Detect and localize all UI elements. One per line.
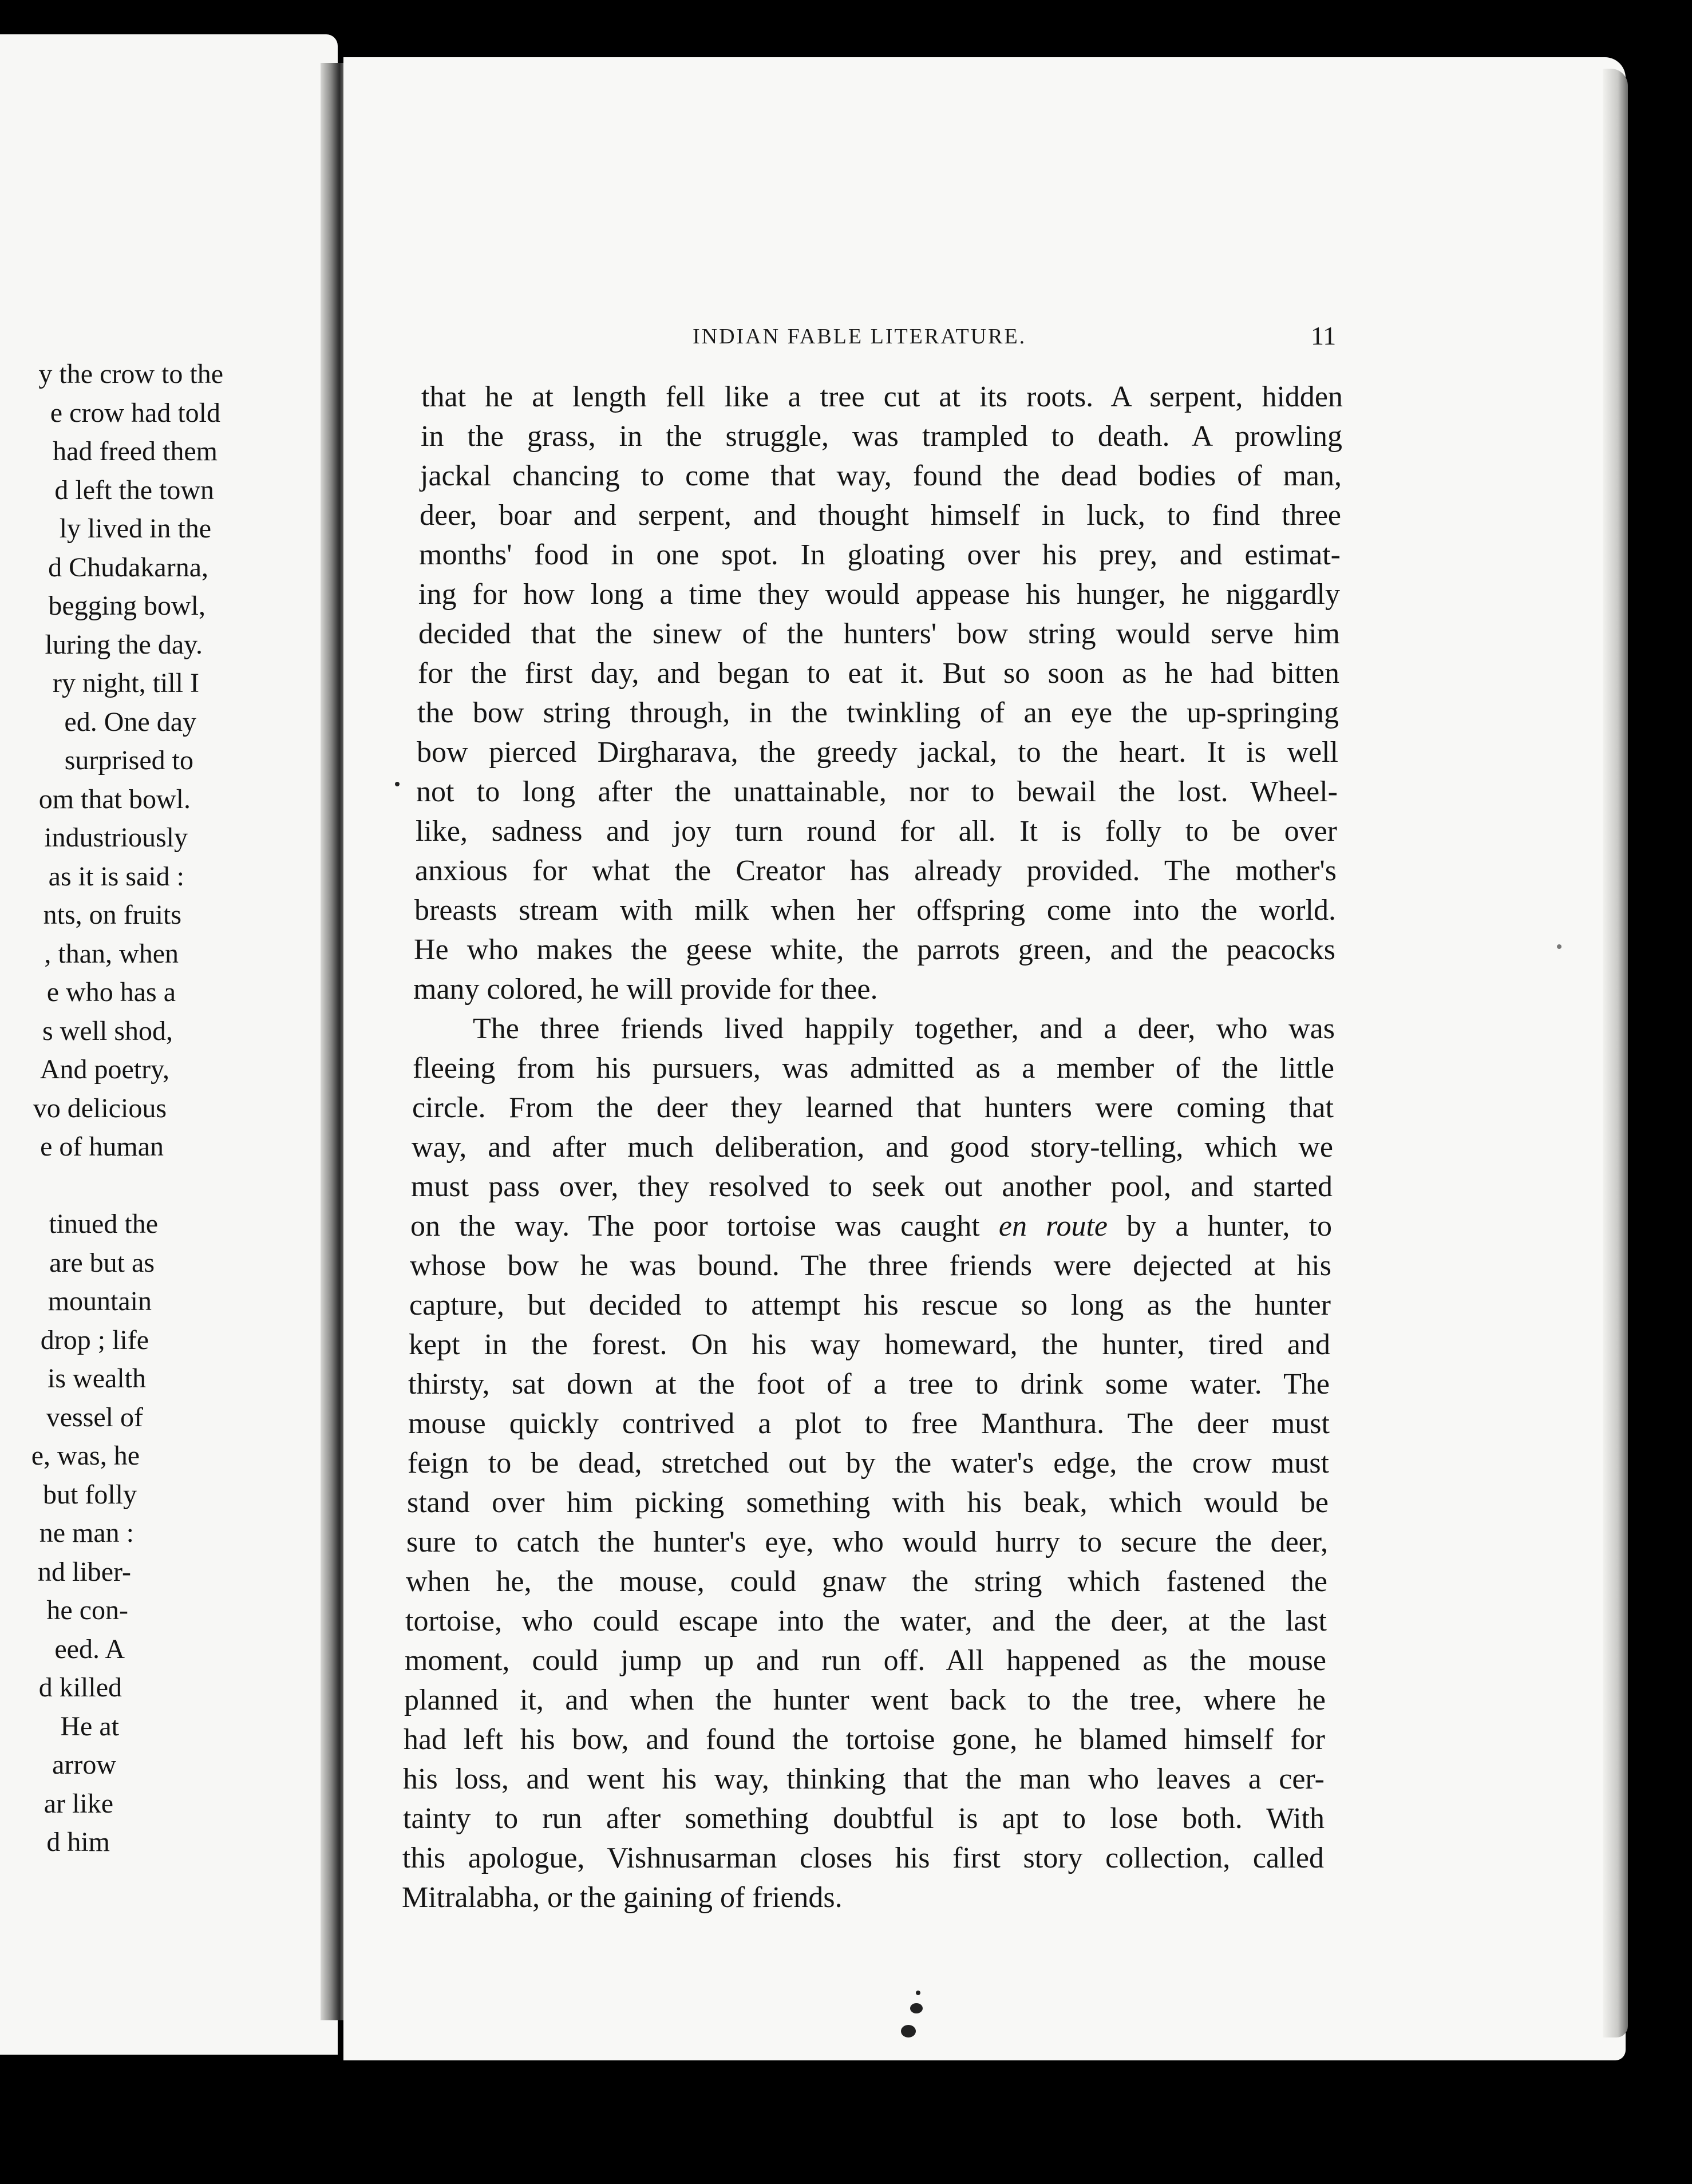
text-line: tortoise, who could escape into the water, and the deer, at the last: [405, 1605, 1327, 1637]
text-line: deer, boar and serpent, and thought himself in luck, to find three: [420, 499, 1341, 532]
left-page-line: ed. One day: [64, 706, 196, 737]
left-page-line: e crow had told: [50, 397, 220, 428]
text-line: this apologue, Vishnusarman closes his first story collection, called: [402, 1842, 1324, 1874]
text-line: had left his bow, and found the tortoise gone, he blamed himself for: [404, 1723, 1325, 1756]
text-line: thirsty, sat down at the foot of a tree to drink some water. The: [408, 1368, 1330, 1400]
left-page-line: ly lived in the: [59, 513, 211, 544]
left-page-line: d him: [46, 1827, 110, 1857]
text-line: tainty to run after something doubtful is apt to lose both. With: [403, 1802, 1325, 1835]
page-number: 11: [1311, 321, 1337, 350]
text-line: when he, the mouse, could gnaw the string which fastened the: [406, 1565, 1327, 1598]
left-page-line: arrow: [52, 1750, 116, 1780]
left-page-line: eed. A: [54, 1633, 125, 1664]
left-page-line: e, was, he: [31, 1441, 140, 1471]
left-page-line: tinued the: [49, 1209, 158, 1239]
text-line: The three friends lived happily together, and a deer, who was: [473, 1012, 1335, 1045]
text-line: like, sadness and joy turn round for all. It is folly to be over: [416, 815, 1337, 848]
left-page-line: are but as: [49, 1247, 155, 1278]
text-line: in the grass, in the struggle, was trampled to death. A prowling: [421, 420, 1342, 453]
text-line: sure to catch the hunter's eye, who would hurry to secure the deer,: [406, 1526, 1328, 1558]
text-line: months' food in one spot. In gloating over his prey, and estimat-: [419, 539, 1341, 571]
left-page-line: He at: [60, 1711, 119, 1742]
left-page-line: vessel of: [46, 1402, 143, 1433]
text-line: planned it, and when the hunter went back to the tree, where he: [404, 1684, 1326, 1716]
text-line: the bow string through, in the twinkling of an eye the up-springing: [417, 697, 1339, 729]
text-line: feign to be dead, stretched out by the water's edge, the crow must: [408, 1447, 1329, 1479]
left-page-line: drop ; life: [40, 1324, 149, 1355]
left-page-line: e who has a: [46, 977, 176, 1007]
text-line: for the first day, and began to eat it. But so soon as he had bitten: [418, 657, 1339, 690]
left-page-line: e of human: [40, 1131, 164, 1162]
text-line: He who makes the geese white, the parrots green, and the peacocks: [414, 933, 1335, 966]
ink-speck: [1557, 944, 1561, 949]
left-page-line: as it is said :: [48, 861, 184, 892]
text-line: decided that the sinew of the hunters' bow string would serve him: [418, 618, 1340, 650]
left-page-line: nd liber-: [38, 1556, 131, 1587]
text-line: kept in the forest. On his way homeward, the hunter, tired and: [409, 1328, 1330, 1361]
running-title: INDIAN FABLE LITERATURE.: [693, 325, 1027, 349]
left-page-line: y the crow to the: [38, 359, 223, 389]
left-page-line: ne man :: [39, 1518, 134, 1548]
page-edge: [1603, 69, 1628, 2037]
left-page-line: but folly: [43, 1479, 137, 1510]
text-line: must pass over, they resolved to seek out another pool, and started: [411, 1170, 1333, 1203]
text-line: circle. From the deer they learned that hunters were coming that: [412, 1091, 1334, 1124]
left-page-line: s well shod,: [42, 1015, 173, 1046]
left-page-line: he con-: [46, 1595, 128, 1625]
left-page-line: industriously: [44, 822, 188, 853]
text-line: that he at length fell like a tree cut at its roots. A serpent, hidden: [421, 381, 1343, 413]
text-line: whose bow he was bound. The three friends were dejected at his: [410, 1249, 1331, 1282]
ink-speck: [901, 2025, 916, 2037]
left-page-line: begging bowl,: [48, 591, 205, 621]
text-line: fleeing from his pursuers, was admitted as a member of the little: [413, 1052, 1334, 1085]
text-line: anxious for what the Creator has already provided. The mother's: [415, 854, 1337, 887]
text-line: not to long after the unattainable, nor to bewail the lost. Wheel-: [416, 776, 1338, 808]
left-page-line: surprised to: [64, 745, 193, 776]
left-page-line: om that bowl.: [38, 784, 191, 814]
text-line: moment, could jump up and run off. All happened as the mouse: [405, 1644, 1326, 1677]
text-line: ing for how long a time they would appease his hunger, he niggardly: [418, 578, 1340, 611]
left-page: [0, 34, 338, 2055]
ink-speck: [916, 1991, 920, 1995]
left-page-line: ar like: [44, 1788, 113, 1819]
left-page-line: ry night, till I: [53, 668, 199, 698]
left-page-line: luring the day.: [45, 629, 203, 660]
text-line: Mitralabha, or the gaining of friends.: [402, 1881, 843, 1914]
left-page-line: d Chudakarna,: [48, 552, 208, 583]
text-line: many colored, he will provide for thee.: [413, 973, 878, 1006]
ink-speck: [395, 782, 400, 786]
text-line: stand over him picking something with his beak, which would be: [407, 1486, 1329, 1519]
text-line: breasts stream with milk when her offspring come into the world.: [414, 894, 1336, 927]
left-page-line: d left the town: [54, 474, 214, 505]
left-page-line: d killed: [38, 1672, 122, 1703]
text-line: his loss, and went his way, thinking that the man who leaves a cer-: [403, 1763, 1325, 1795]
left-page-line: is wealth: [48, 1363, 146, 1394]
left-page-line: , than, when: [44, 938, 179, 969]
text-line: on the way. The poor tortoise was caught en route by a hunter, to: [410, 1210, 1332, 1243]
left-page-line: And poetry,: [39, 1054, 169, 1085]
text-line: way, and after much deliberation, and good story-telling, which we: [412, 1131, 1333, 1164]
text-line: jackal chancing to come that way, found the dead bodies of man,: [420, 460, 1342, 492]
left-page-line: nts, on fruits: [43, 900, 181, 930]
left-page-line: vo delicious: [33, 1093, 167, 1123]
left-page-line: had freed them: [53, 436, 218, 466]
text-line: capture, but decided to attempt his rescue so long as the hunter: [409, 1289, 1331, 1322]
text-line: bow pierced Dirgharava, the greedy jackal, to the heart. It is well: [417, 736, 1338, 769]
left-page-line: mountain: [48, 1286, 152, 1316]
text-line: mouse quickly contrived a plot to free Manthura. The deer must: [408, 1407, 1330, 1440]
ink-speck: [910, 2003, 923, 2013]
